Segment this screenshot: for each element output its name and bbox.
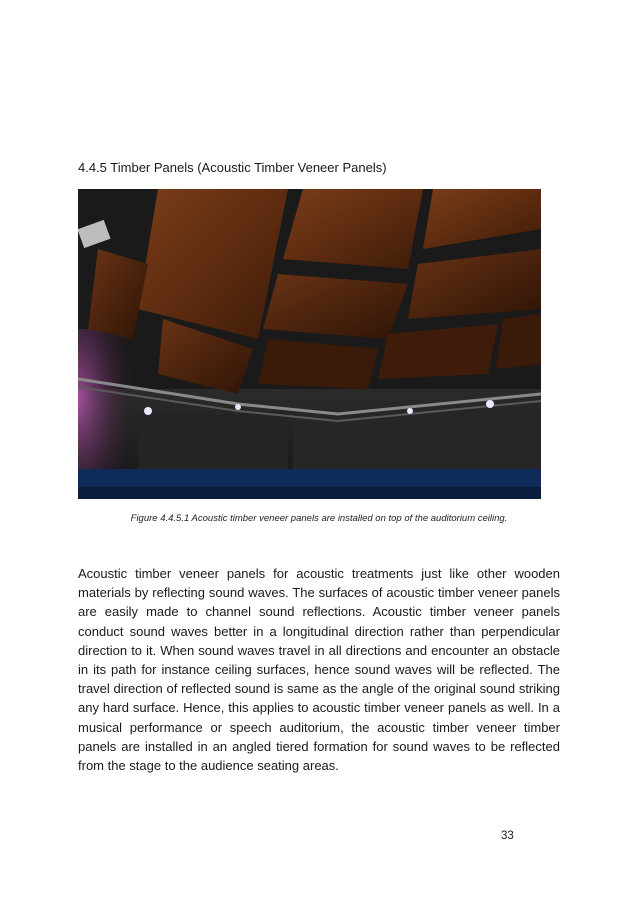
- section-heading: 4.4.5 Timber Panels (Acoustic Timber Veneer Panels): [78, 160, 387, 175]
- page-number: 33: [501, 830, 514, 842]
- figure-caption: Figure 4.4.5.1 Acoustic timber veneer panels are installed on top of the auditorium ceiling.: [130, 513, 508, 524]
- body-paragraph: Acoustic timber veneer panels for acoustic treatments just like other wooden materials by reflecting sound waves. The surfaces of acoustic timber veneer panels are easily made to channel sound reflections. Acoustic timber veneer panels conduct sound waves better in a longitudinal direction rather than perpendicular direction to it. When sound waves travel in all directions and encounter an obstacle in its path for instance ceiling surfaces, hence sound waves will be reflected. The travel direction of reflected sound is same as the angle of the original sound striking any hard surface. Hence, this applies to acoustic timber veneer panels as well. In a musical performance or speech auditorium, the acoustic timber veneer timber panels are installed in an angled tiered formation for sound waves to be reflected from the stage to the audience seating areas.: [78, 566, 560, 774]
- auditorium-ceiling-photo: [78, 189, 541, 499]
